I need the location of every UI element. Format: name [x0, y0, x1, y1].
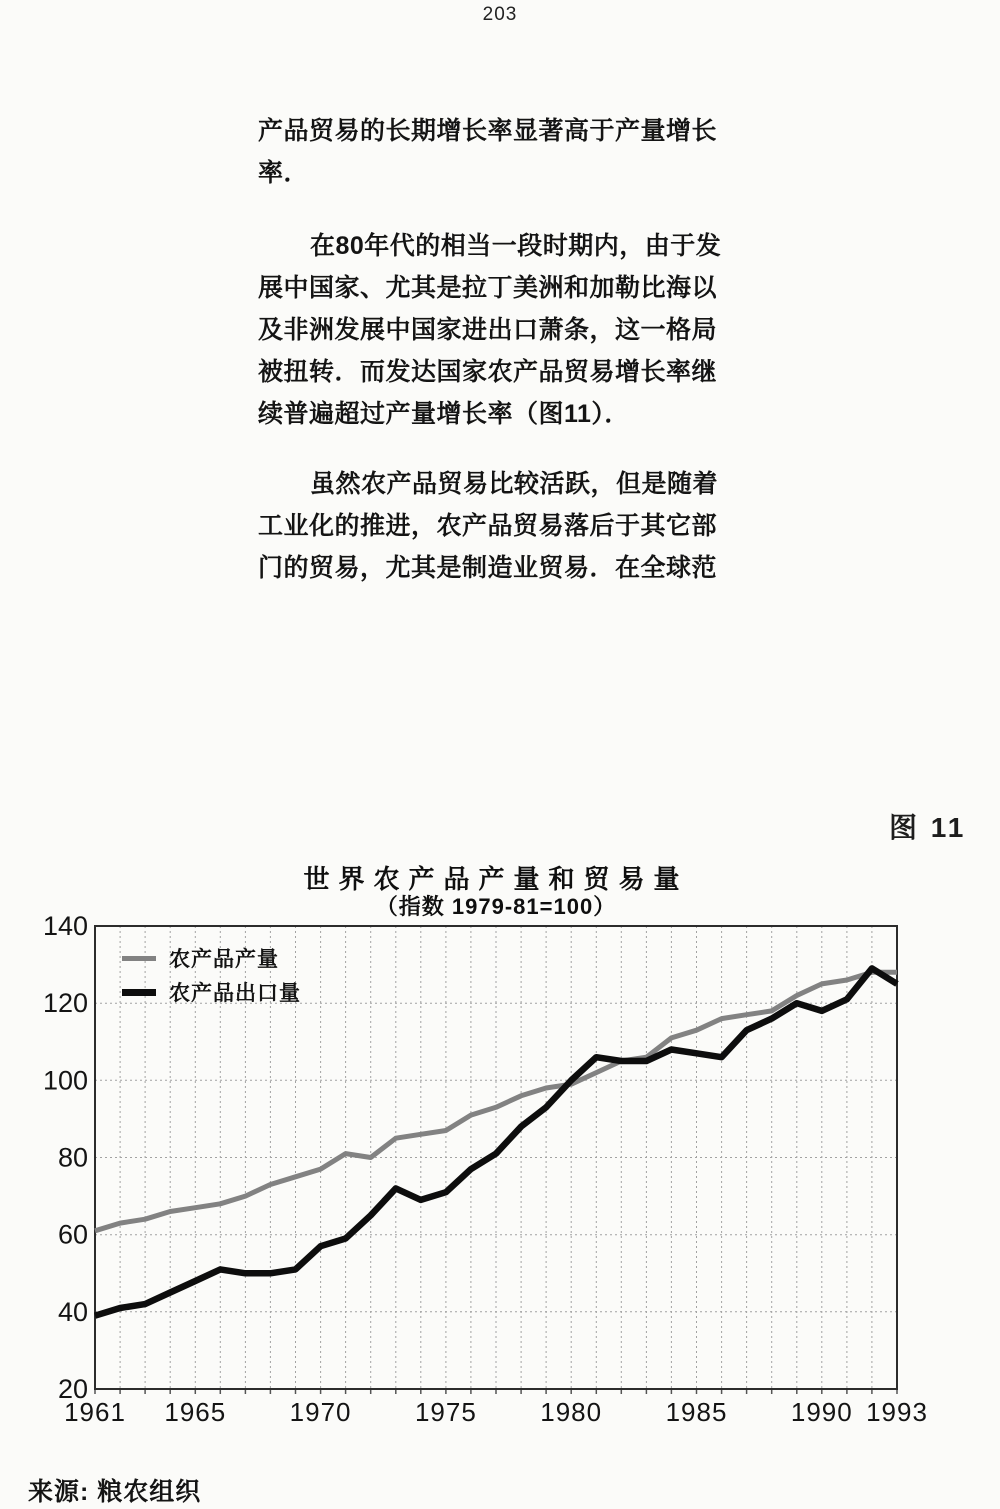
text-line: 率． — [258, 159, 310, 187]
svg-text:100: 100 — [42, 1065, 88, 1096]
svg-text:1980: 1980 — [540, 1397, 603, 1427]
legend-label-production: 农产品产量 — [169, 948, 279, 971]
svg-text:80: 80 — [57, 1142, 88, 1173]
chart-subtitle: （指数 1979-81=100） — [375, 894, 617, 919]
text-line: 续普遍超过产量增长率（图11）． — [258, 400, 630, 428]
text-line: 工业化的推进，农产品贸易落后于其它部 — [258, 512, 718, 540]
svg-text:40: 40 — [57, 1296, 88, 1327]
legend-row-production — [122, 941, 301, 975]
svg-text:1965: 1965 — [164, 1397, 227, 1427]
legend-label-exports: 农产品出口量 — [169, 982, 301, 1005]
text-line: 在80年代的相当一段时期内，由于发 — [310, 232, 722, 260]
page-number: 203 — [482, 4, 518, 25]
svg-text:1970: 1970 — [289, 1397, 352, 1427]
svg-text:60: 60 — [57, 1219, 88, 1250]
svg-text:20: 20 — [57, 1374, 88, 1404]
text-line: 及非洲发展中国家进出口萧条，这一格局 — [258, 316, 718, 344]
svg-text:140: 140 — [42, 911, 88, 941]
svg-text:1961: 1961 — [64, 1397, 126, 1427]
svg-text:120: 120 — [42, 988, 88, 1019]
svg-text:1990: 1990 — [790, 1397, 853, 1427]
svg-text:1993: 1993 — [866, 1397, 928, 1427]
text-line: 展中国家、尤其是拉丁美洲和加勒比海以 — [258, 274, 718, 302]
chart-legend — [122, 941, 301, 1009]
source-note: 来源: 粮农组织 — [28, 1478, 202, 1506]
text-line: 门的贸易，尤其是制造业贸易．在全球范 — [258, 554, 718, 582]
exports-line-swatch — [122, 989, 156, 996]
svg-text:1985: 1985 — [665, 1397, 728, 1427]
production-line-swatch — [122, 956, 156, 961]
legend-row-exports — [122, 975, 301, 1009]
text-line: 产品贸易的长期增长率显著高于产量增长 — [258, 117, 718, 145]
text-line: 被扭转．而发达国家农产品贸易增长率继 — [258, 358, 718, 386]
chart-title: 世界农产品产量和贸易量 — [303, 864, 689, 894]
svg-text:1975: 1975 — [414, 1397, 477, 1427]
figure-label: 图 11 — [889, 812, 967, 843]
text-line: 虽然农产品贸易比较活跃，但是随着 — [310, 470, 719, 498]
